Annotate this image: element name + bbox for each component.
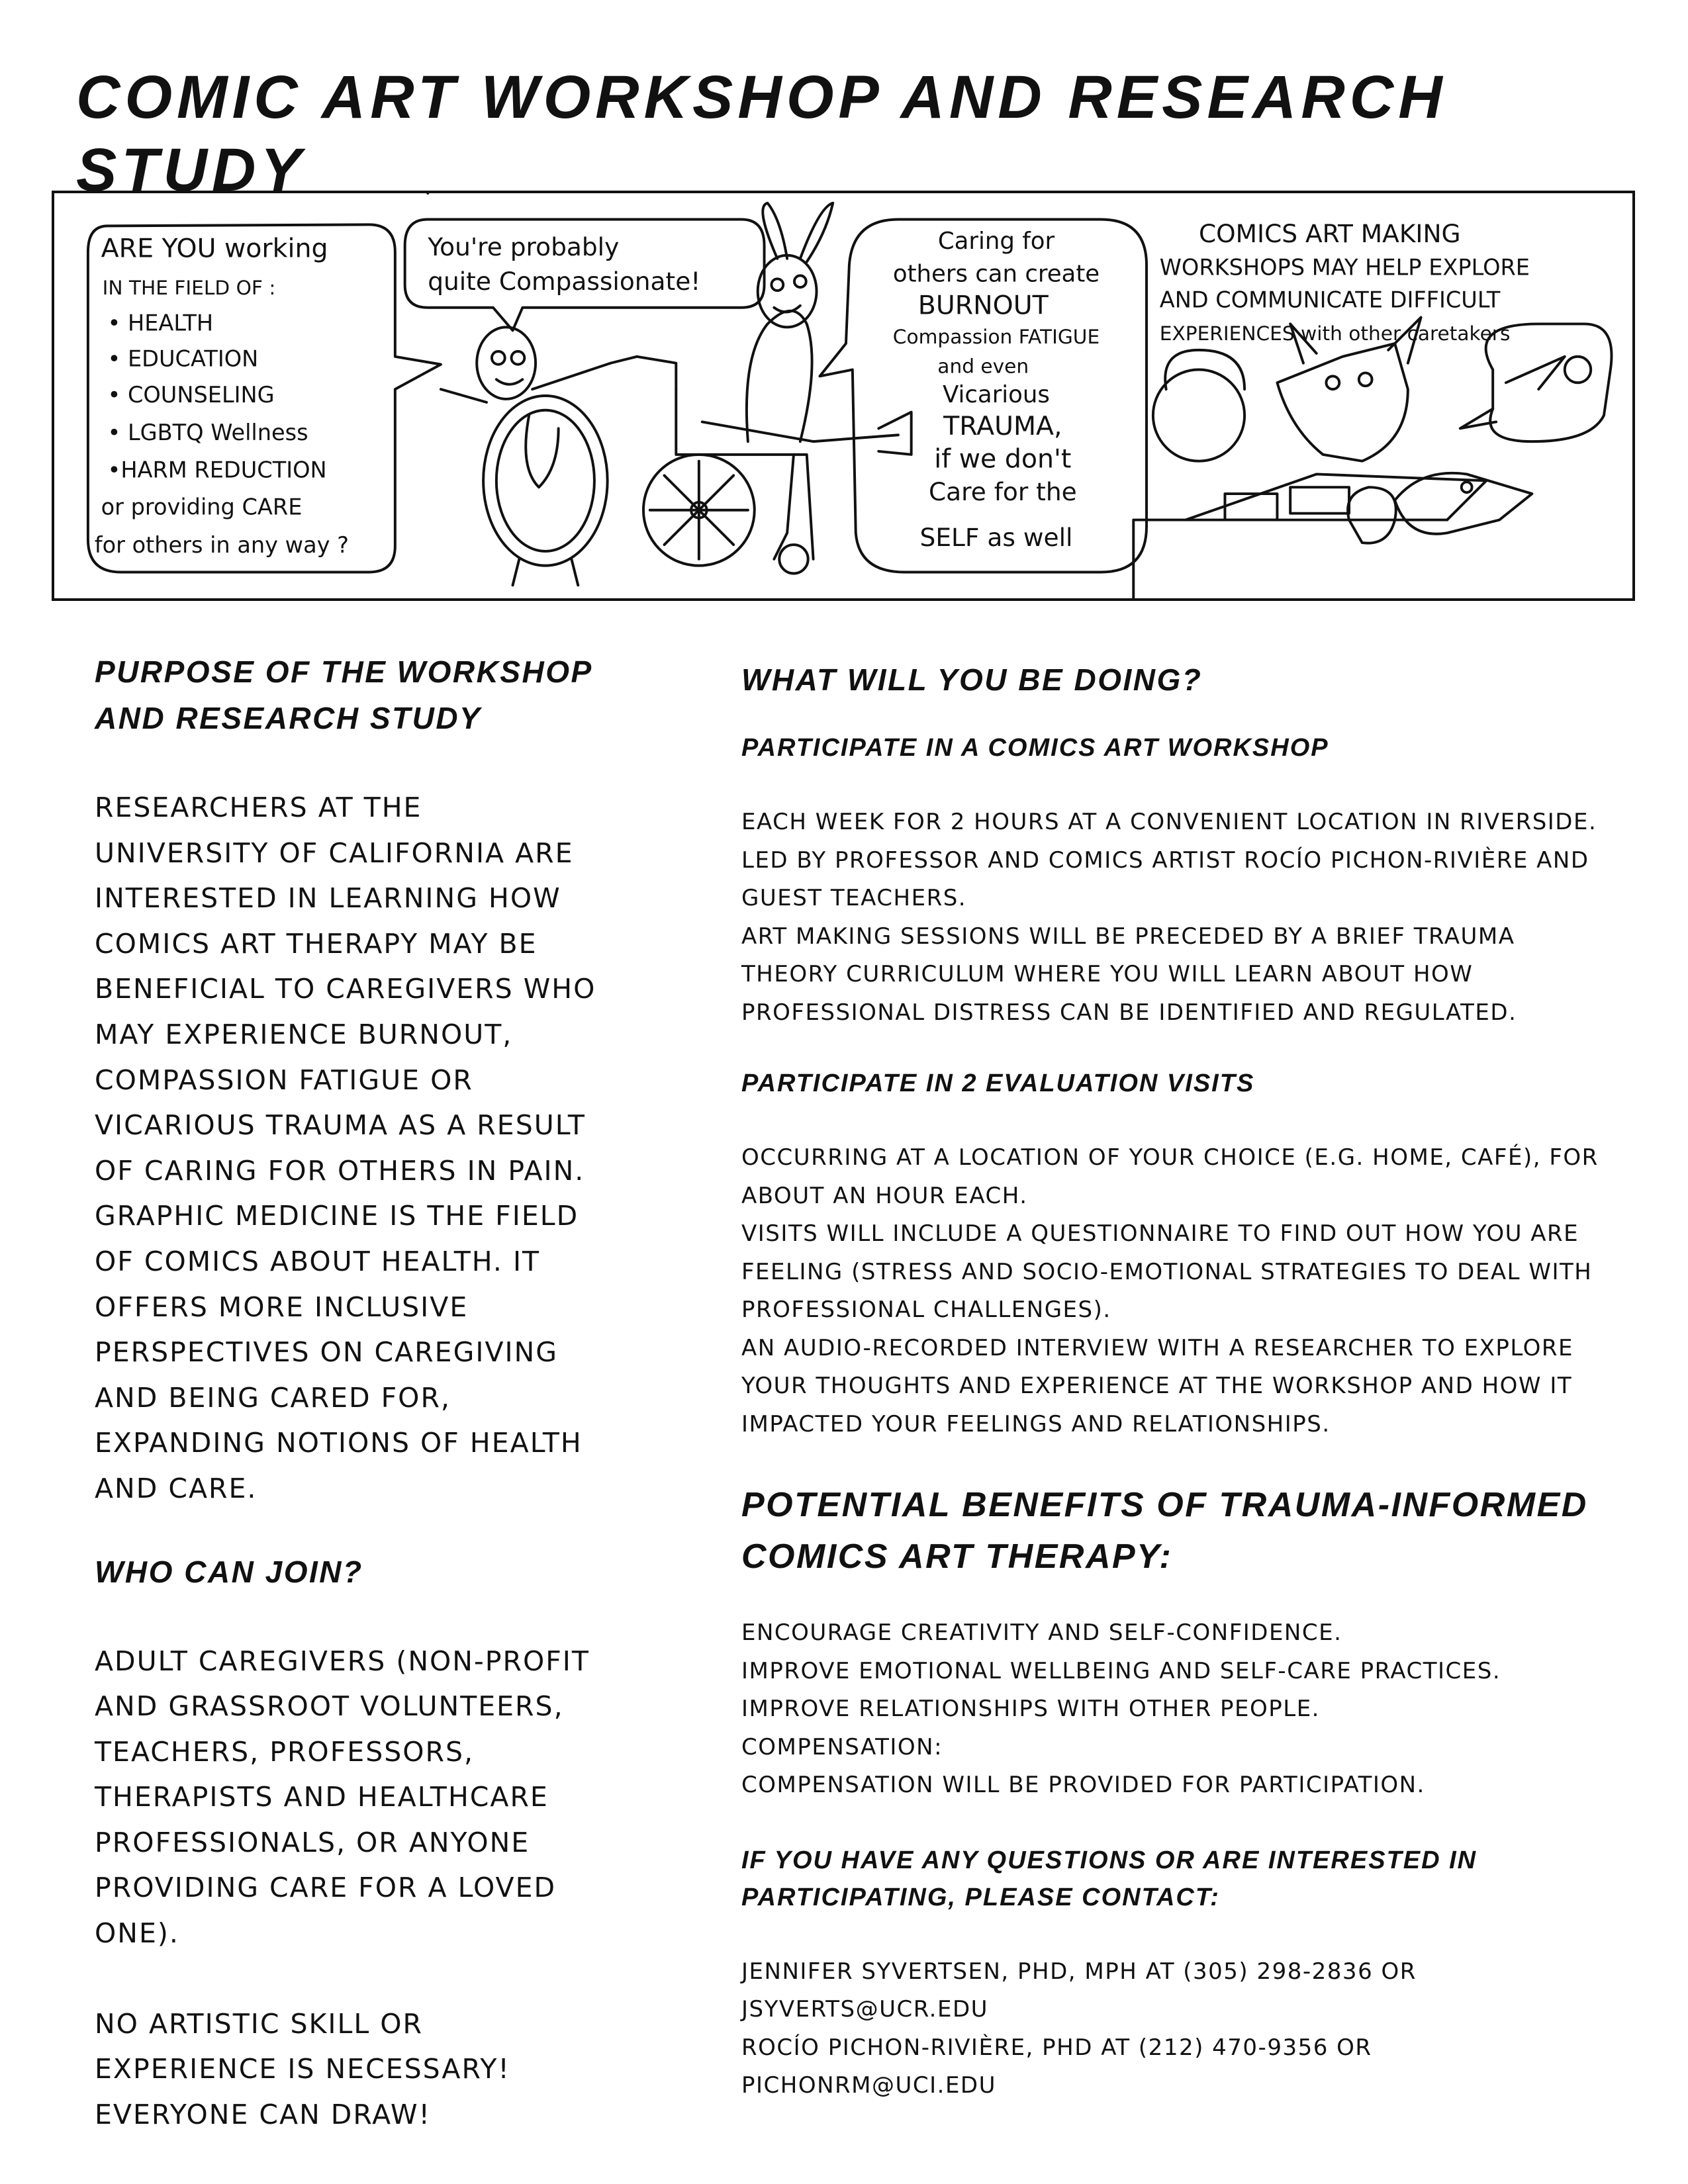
text-line: PARTICIPATING, PLEASE CONTACT: bbox=[741, 1883, 1220, 1911]
text-line: GUEST TEACHERS. bbox=[741, 885, 967, 911]
text-line: AND BEING CARED FOR, bbox=[95, 1381, 451, 1414]
benefits-body bbox=[741, 1614, 1642, 1805]
p3-line1: Caring for bbox=[937, 227, 1055, 255]
text-line: COMICS ART THERAPY MAY BE bbox=[95, 927, 538, 960]
text-line: PROFESSIONAL CHALLENGES). bbox=[741, 1297, 1111, 1323]
p2-line2: quite Compassionate! bbox=[428, 267, 701, 296]
workshop-scene-drawing bbox=[1133, 318, 1611, 598]
p3-line4: Compassion FATIGUE bbox=[892, 326, 1100, 349]
p1-line7: •HARM REDUCTION bbox=[107, 457, 327, 483]
text-line: OF CARING FOR OTHERS IN PAIN. bbox=[95, 1154, 585, 1187]
p1-line5: • COUNSELING bbox=[107, 381, 275, 408]
benefits-heading bbox=[741, 1479, 1642, 1582]
text-line: MAY EXPERIENCE BURNOUT, bbox=[95, 1018, 513, 1050]
p3-line3: BURNOUT bbox=[917, 290, 1049, 321]
text-line: IF YOU HAVE ANY QUESTIONS OR ARE INTERESTED IN bbox=[741, 1846, 1477, 1874]
who-note bbox=[95, 2001, 624, 2138]
contact-jennifer: JENNIFER SYVERTSEN, PHD, MPH AT (305) 298-2836 OR bbox=[741, 1958, 1417, 1985]
comic-drawing bbox=[54, 193, 1632, 598]
p3-line10: SELF as well bbox=[919, 523, 1073, 553]
contact-body bbox=[741, 1953, 1642, 2105]
text-line: AND GRASSROOT VOLUNTEERS, bbox=[95, 1690, 564, 1723]
text-line: NO ARTISTIC SKILL OR bbox=[95, 2007, 423, 2040]
p3-line9: Care for the bbox=[928, 477, 1077, 506]
text-line: ART MAKING SESSIONS WILL BE PRECEDED BY A BRIEF TRAUMA bbox=[741, 923, 1515, 950]
text-line: AND RESEARCH STUDY bbox=[95, 701, 482, 735]
p4-line1: COMICS ART MAKING bbox=[1198, 219, 1461, 249]
email-pichonrm[interactable]: PICHONRM@UCI.EDU bbox=[741, 2072, 997, 2099]
p1-line9: for others in any way ? bbox=[94, 531, 349, 558]
text-line: AN AUDIO-RECORDED INTERVIEW WITH A RESEARCHER TO EXPLORE bbox=[741, 1334, 1574, 1361]
p1-line2: IN THE FIELD OF : bbox=[102, 277, 276, 299]
visits-body bbox=[741, 1139, 1642, 1443]
page-title: COMIC ART WORKSHOP AND RESEARCH STUDY bbox=[76, 64, 1447, 204]
text-line: PERSPECTIVES ON CAREGIVING bbox=[95, 1336, 559, 1369]
text-line: PROFESSIONALS, OR ANYONE bbox=[95, 1826, 530, 1858]
p1-line8: or providing CARE bbox=[101, 494, 303, 520]
text-line: RESEARCHERS AT THE bbox=[95, 792, 422, 823]
text-line: EXPERIENCE IS NECESSARY! bbox=[95, 2053, 510, 2085]
text-line: OFFERS MORE INCLUSIVE bbox=[95, 1291, 469, 1323]
text-line: IMPROVE EMOTIONAL WELLBEING AND SELF-CARE PRACTICES. bbox=[741, 1657, 1501, 1684]
text-line: FEELING (STRESS AND SOCIO-EMOTIONAL STRATEGIES TO DEAL WITH bbox=[741, 1258, 1593, 1285]
text-line: UNIVERSITY OF CALIFORNIA ARE bbox=[95, 837, 574, 869]
text-line: LED BY PROFESSOR AND COMICS ARTIST ROCÍO PICHON-RIVIÈRE AND bbox=[741, 846, 1589, 874]
who-heading: WHO CAN JOIN? bbox=[95, 1554, 363, 1589]
right-column bbox=[741, 657, 1642, 2105]
text-line: THERAPISTS AND HEALTHCARE bbox=[95, 1781, 549, 1813]
visits-heading: PARTICIPATE IN 2 EVALUATION VISITS bbox=[741, 1069, 1255, 1097]
p3-line8: if we don't bbox=[934, 443, 1072, 475]
text-line: PURPOSE OF THE WORKSHOP bbox=[95, 655, 593, 689]
text-line: ENCOURAGE CREATIVITY AND SELF-CONFIDENCE. bbox=[741, 1619, 1342, 1646]
text-line: VISITS WILL INCLUDE A QUESTIONNAIRE TO FIND OUT HOW YOU ARE bbox=[741, 1220, 1579, 1247]
text-line: IMPACTED YOUR FEELINGS AND RELATIONSHIPS. bbox=[741, 1410, 1331, 1437]
p4-line2: WORKSHOPS MAY HELP EXPLORE bbox=[1159, 254, 1530, 281]
text-line: INTERESTED IN LEARNING HOW bbox=[95, 882, 561, 915]
p4-line4: EXPERIENCES with other caretakers bbox=[1159, 322, 1511, 345]
text-line: EACH WEEK FOR 2 HOURS AT A CONVENIENT LOCATION IN RIVERSIDE. bbox=[741, 809, 1597, 835]
text-line: ABOUT AN HOUR EACH. bbox=[741, 1182, 1028, 1209]
text-line: OF COMICS ABOUT HEALTH. IT bbox=[95, 1245, 541, 1277]
text-line: YOUR THOUGHTS AND EXPERIENCE AT THE WORKSHOP AND HOW IT bbox=[741, 1373, 1573, 1399]
p3-line2: others can create bbox=[892, 260, 1100, 288]
text-line: COMPASSION FATIGUE OR bbox=[95, 1064, 473, 1096]
p3-line5: and even bbox=[937, 355, 1029, 378]
comic-strip bbox=[52, 191, 1635, 601]
text-line: EVERYONE CAN DRAW! bbox=[95, 2098, 431, 2130]
doing-heading: WHAT WILL YOU BE DOING? bbox=[741, 662, 1203, 697]
contact-heading bbox=[741, 1842, 1642, 1916]
text-line: COMPENSATION WILL BE PROVIDED FOR PARTICIPATION. bbox=[741, 1772, 1425, 1798]
contact-rocio: ROCÍO PICHON-RIVIÈRE, PHD AT (212) 470-9356 OR bbox=[741, 2034, 1372, 2061]
left-column bbox=[95, 649, 624, 2137]
text-line: ADULT CAREGIVERS (NON-PROFIT bbox=[95, 1645, 590, 1677]
text-line: ONE). bbox=[95, 1917, 179, 1950]
text-line: POTENTIAL BENEFITS OF TRAUMA-INFORMED bbox=[741, 1486, 1588, 1524]
p3-line6: Vicarious bbox=[943, 381, 1050, 408]
p1-line6: • LGBTQ Wellness bbox=[107, 420, 308, 446]
text-line: IMPROVE RELATIONSHIPS WITH OTHER PEOPLE. bbox=[741, 1696, 1320, 1722]
p4-line3: AND COMMUNICATE DIFFICULT bbox=[1159, 287, 1501, 313]
p1-line3: • HEALTH bbox=[107, 310, 214, 336]
text-line: PROVIDING CARE FOR A LOVED bbox=[95, 1872, 557, 1904]
text-line: THEORY CURRICULUM WHERE YOU WILL LEARN ABOUT HOW bbox=[741, 961, 1474, 987]
workshop-heading: PARTICIPATE IN A COMICS ART WORKSHOP bbox=[741, 734, 1329, 762]
text-line: COMPENSATION: bbox=[741, 1733, 943, 1760]
purpose-heading bbox=[95, 649, 624, 741]
text-line: TEACHERS, PROFESSORS, bbox=[95, 1735, 475, 1768]
text-line: VICARIOUS TRAUMA AS A RESULT bbox=[95, 1109, 586, 1142]
p2-line1: You're probably bbox=[428, 232, 620, 261]
turtle-caregiver-drawing bbox=[441, 327, 637, 585]
text-line: PROFESSIONAL DISTRESS CAN BE IDENTIFIED AND REGULATED. bbox=[741, 999, 1517, 1026]
text-line: OCCURRING AT A LOCATION OF YOUR CHOICE (E.G. HOME, CAFÉ), FOR bbox=[741, 1144, 1599, 1171]
text-line: AND CARE. bbox=[95, 1472, 258, 1504]
p1-line1: ARE YOU working bbox=[101, 233, 328, 264]
text-line: COMICS ART THERAPY: bbox=[741, 1537, 1173, 1576]
text-line: GRAPHIC MEDICINE IS THE FIELD bbox=[95, 1200, 579, 1232]
rabbit-wheelchair-drawing bbox=[637, 203, 912, 574]
text-line: EXPANDING NOTIONS OF HEALTH bbox=[95, 1427, 583, 1459]
workshop-body bbox=[741, 803, 1642, 1032]
email-jsyverts[interactable]: JSYVERTS@UCR.EDU bbox=[741, 1996, 989, 2023]
purpose-body bbox=[95, 785, 624, 1512]
who-body bbox=[95, 1639, 624, 1956]
text-line: BENEFICIAL TO CAREGIVERS WHO bbox=[95, 973, 596, 1005]
p1-line4: • EDUCATION bbox=[107, 345, 259, 372]
p3-line7: TRAUMA, bbox=[943, 411, 1062, 442]
